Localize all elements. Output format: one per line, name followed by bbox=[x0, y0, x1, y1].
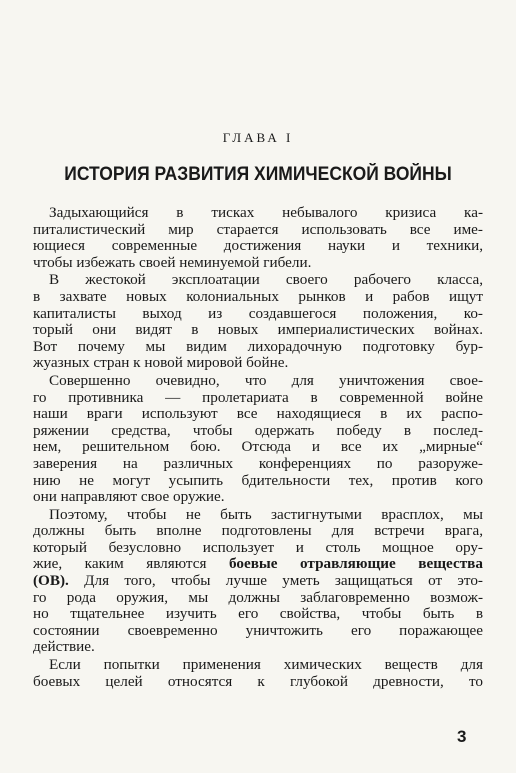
bold-term: боевые отравляющие вещества bbox=[228, 556, 483, 573]
paragraph-2 bbox=[33, 272, 483, 372]
text-line: действие. bbox=[33, 639, 95, 656]
paragraph-3 bbox=[33, 373, 483, 506]
text-line: боевых целей относятся к глубокой древности, то bbox=[33, 673, 483, 690]
text-line: должны быть вполне подготовлены для встречи врага, bbox=[33, 523, 483, 540]
text-line: который безусловно использует и столь мощное ору- bbox=[33, 539, 483, 556]
text-line: торый они видят в новых империалистических войнах. bbox=[33, 322, 483, 339]
text-line: нию не могут усыпить бдительности тех, против кого bbox=[33, 472, 483, 489]
text-segment: жие, каким являются bbox=[33, 556, 229, 573]
text-line: го рода оружия, мы должны заблаговременно возмож- bbox=[33, 589, 483, 606]
text-line: в захвате новых колониальных рынков и рабов ищут bbox=[33, 288, 483, 305]
text-line: ряжении средства, чтобы одержать победу в послед- bbox=[33, 422, 483, 439]
text-line: Вот почему мы видим лихорадочную подготовку бур- bbox=[33, 338, 483, 355]
text-line: питалистический мир старается использовать все име- bbox=[33, 221, 483, 238]
text-line: они направляют свое оружие. bbox=[33, 489, 225, 506]
text-line bbox=[33, 573, 483, 590]
text-line: чтобы избежать своей неминуемой гибели. bbox=[33, 254, 312, 271]
text-line bbox=[33, 556, 483, 573]
chapter-title: ИСТОРИЯ РАЗВИТИЯ ХИМИЧЕСКОЙ ВОЙНЫ bbox=[64, 164, 452, 185]
chapter-label: ГЛАВА I bbox=[222, 130, 294, 145]
paragraph-1 bbox=[33, 205, 483, 271]
paragraph-4 bbox=[33, 507, 483, 656]
text-line: Если попытки применения химических веществ для bbox=[49, 657, 483, 674]
text-line: ющиеся современные достижения науки и техники, bbox=[33, 238, 483, 255]
text-line: В жестокой эксплоатации своего рабочего класса, bbox=[49, 272, 483, 289]
text-line: жуазных стран к новой мировой бойне. bbox=[33, 355, 289, 372]
body-text bbox=[33, 205, 483, 691]
text-line: Задыхающийся в тисках небывалого кризиса ка- bbox=[49, 205, 483, 221]
text-line: Поэтому, чтобы не быть застигнутыми врасплох, мы bbox=[49, 506, 483, 523]
bold-abbreviation: (ОВ). bbox=[33, 573, 69, 590]
text-line: капиталисты выход из создавшегося положения, ко- bbox=[33, 305, 483, 322]
text-line: нем, решительном бою. Отсюда и все их „мирные“ bbox=[33, 439, 483, 456]
paragraph-5 bbox=[33, 657, 483, 690]
text-line: но тщательнее изучить его свойства, чтобы быть в bbox=[33, 606, 483, 623]
text-line: состоянии своевременно уничтожить его поражающее bbox=[33, 622, 483, 639]
text-segment: Для того, чтобы лучше уметь защищаться от это- bbox=[68, 573, 483, 590]
text-line: наши враги используют все находящиеся в их распо- bbox=[33, 406, 483, 423]
text-line: заверения на различных конференциях по разоруже- bbox=[33, 455, 483, 472]
page-number: 3 bbox=[457, 727, 467, 746]
text-line: Совершенно очевидно, что для уничтожения свое- bbox=[49, 372, 483, 389]
text-line: го противника — пролетариата в современной войне bbox=[33, 389, 483, 406]
